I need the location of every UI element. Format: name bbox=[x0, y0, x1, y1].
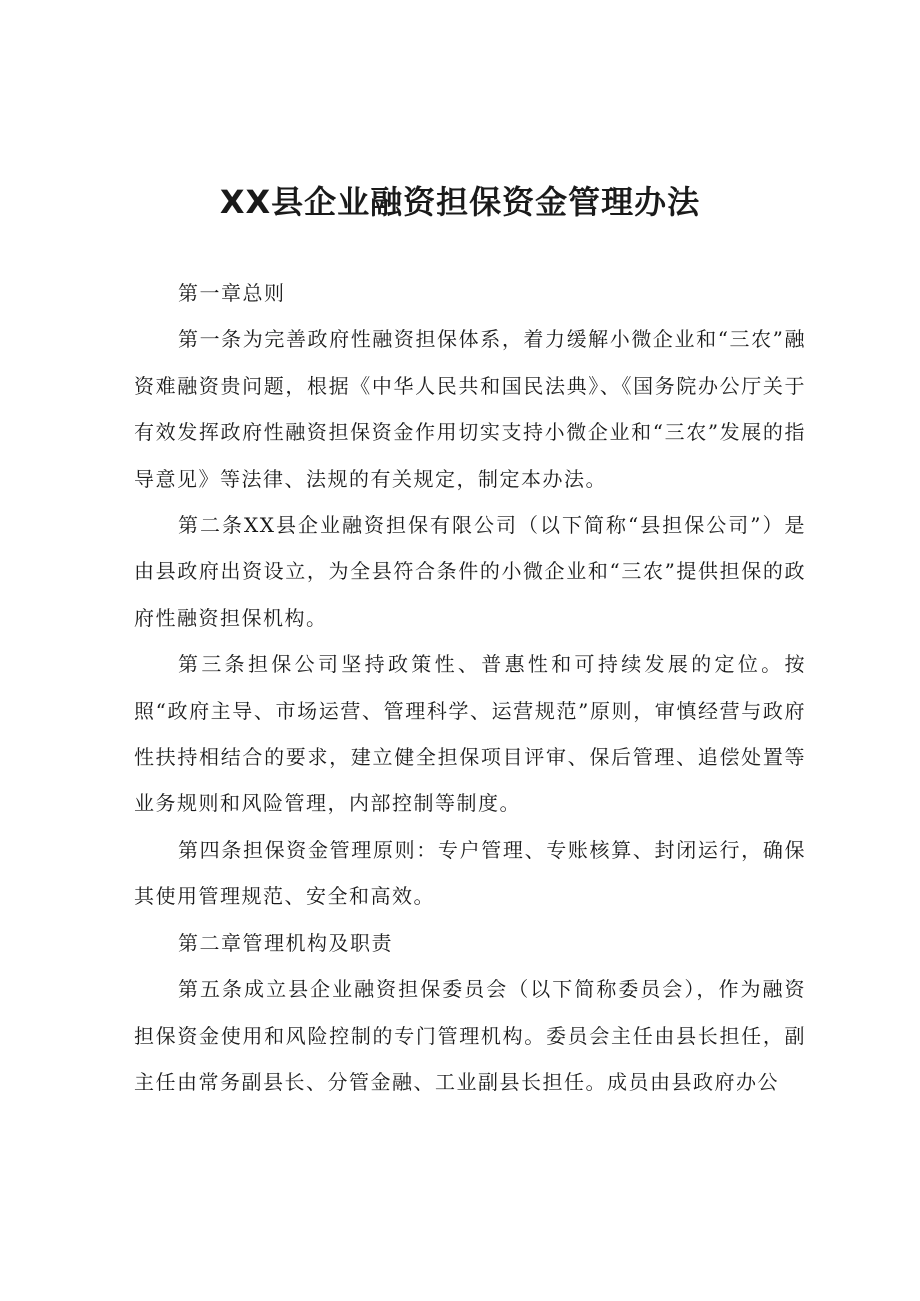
article-paragraph: 第二条XX县企业融资担保有限公司（以下简称“县担保公司”）是由县政府出资设立，为全县符合条件的小微企业和“三农”提供担保的政府性融资担保机构。 bbox=[134, 513, 806, 630]
chapter-heading: 第一章总则 bbox=[178, 281, 286, 305]
document-body bbox=[134, 270, 806, 1105]
article-paragraph: 第一条为完善政府性融资担保体系，着力缓解小微企业和“三农”融资难融资贵问题，根据《中华人民共和国民法典》、《国务院办公厅关于有效发挥政府性融资担保资金作用切实支持小微企业和“三农”发展的指导意见》等法律、法规的有关规定，制定本办法。 bbox=[134, 327, 806, 491]
document-title: XX县企业融资担保资金管理办法 bbox=[219, 183, 701, 221]
article-paragraph: 第三条担保公司坚持政策性、普惠性和可持续发展的定位。按照“政府主导、市场运营、管理科学、运营规范”原则，审慎经营与政府性扶持相结合的要求，建立健全担保项目评审、保后管理、追偿处置等业务规则和风险管理，内部控制等制度。 bbox=[134, 652, 806, 816]
article-paragraph: 第四条担保资金管理原则：专户管理、专账核算、封闭运行，确保其使用管理规范、安全和高效。 bbox=[134, 837, 806, 909]
article-paragraph: 第五条成立县企业融资担保委员会（以下简称委员会），作为融资担保资金使用和风险控制的专门管理机构。委员会主任由县长担任，副主任由常务副县长、分管金融、工业副县长担任。成员由县政府办公 bbox=[134, 977, 806, 1094]
chapter-heading: 第二章管理机构及职责 bbox=[178, 930, 393, 955]
